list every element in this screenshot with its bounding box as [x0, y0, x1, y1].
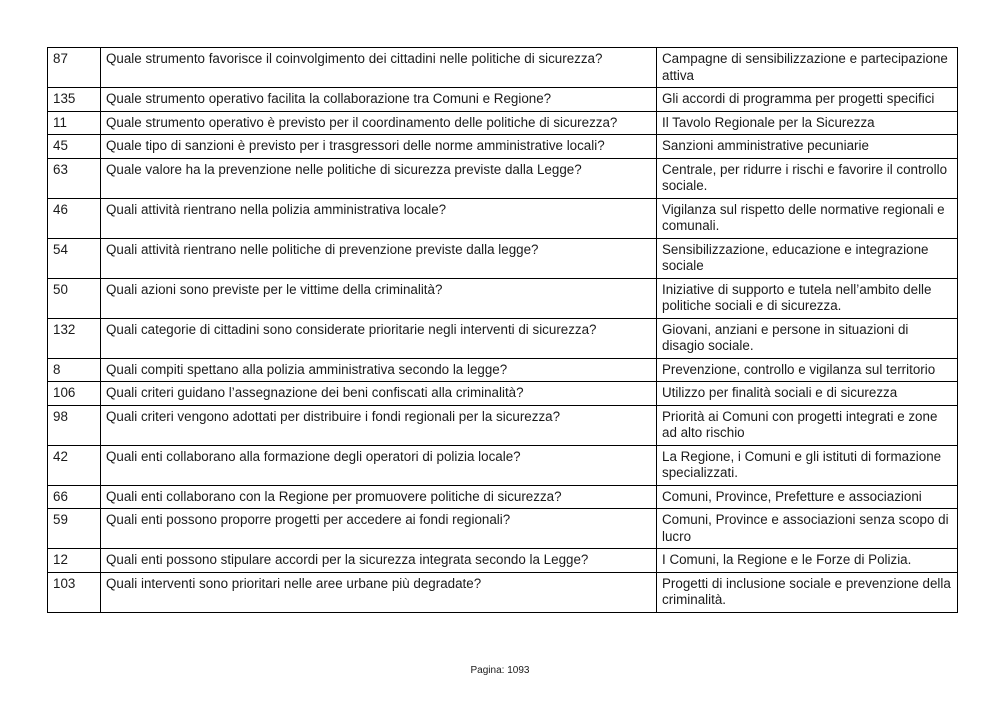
table-row [48, 405, 958, 445]
question-text: Quali enti collaborano alla formazione degli operatori di polizia locale? [101, 445, 657, 485]
question-number: 8 [48, 358, 101, 382]
answer-text: Prevenzione, controllo e vigilanza sul territorio [657, 358, 958, 382]
answer-text: Priorità ai Comuni con progetti integrati e zone ad alto rischio [657, 405, 958, 445]
table-row [48, 485, 958, 509]
question-number: 66 [48, 485, 101, 509]
question-text: Quali enti possono proporre progetti per accedere ai fondi regionali? [101, 509, 657, 549]
question-text: Quali interventi sono prioritari nelle aree urbane più degradate? [101, 572, 657, 612]
question-number: 54 [48, 238, 101, 278]
question-number: 50 [48, 278, 101, 318]
question-number: 106 [48, 382, 101, 406]
answer-text: Comuni, Province e associazioni senza scopo di lucro [657, 509, 958, 549]
answer-text: Gli accordi di programma per progetti specifici [657, 88, 958, 112]
table-row [48, 238, 958, 278]
question-number: 103 [48, 572, 101, 612]
table-row [48, 111, 958, 135]
question-text: Quali categorie di cittadini sono considerate prioritarie negli interventi di sicurezza? [101, 318, 657, 358]
answer-text: Il Tavolo Regionale per la Sicurezza [657, 111, 958, 135]
table-row [48, 318, 958, 358]
table-row [48, 358, 958, 382]
answer-text: Giovani, anziani e persone in situazioni di disagio sociale. [657, 318, 958, 358]
answer-text: Progetti di inclusione sociale e prevenzione della criminalità. [657, 572, 958, 612]
table-row [48, 509, 958, 549]
question-text: Quale strumento operativo è previsto per il coordinamento delle politiche di sicurezza? [101, 111, 657, 135]
question-text: Quali criteri guidano l’assegnazione dei beni confiscati alla criminalità? [101, 382, 657, 406]
table-row [48, 198, 958, 238]
question-number: 87 [48, 48, 101, 88]
table-row [48, 135, 958, 159]
answer-text: La Regione, i Comuni e gli istituti di formazione specializzati. [657, 445, 958, 485]
qa-table-body [48, 48, 958, 613]
qa-table [47, 47, 958, 613]
answer-text: Sensibilizzazione, educazione e integrazione sociale [657, 238, 958, 278]
table-row [48, 572, 958, 612]
question-number: 132 [48, 318, 101, 358]
question-number: 98 [48, 405, 101, 445]
question-text: Quali criteri vengono adottati per distribuire i fondi regionali per la sicurezza? [101, 405, 657, 445]
question-number: 63 [48, 158, 101, 198]
table-row [48, 278, 958, 318]
question-text: Quale valore ha la prevenzione nelle politiche di sicurezza previste dalla Legge? [101, 158, 657, 198]
question-number: 45 [48, 135, 101, 159]
answer-text: Vigilanza sul rispetto delle normative regionali e comunali. [657, 198, 958, 238]
answer-text: Comuni, Province, Prefetture e associazioni [657, 485, 958, 509]
question-number: 12 [48, 549, 101, 573]
question-number: 135 [48, 88, 101, 112]
question-number: 42 [48, 445, 101, 485]
table-row [48, 48, 958, 88]
table-row [48, 549, 958, 573]
table-row [48, 445, 958, 485]
page-number-footer: Pagina: 1093 [470, 665, 530, 676]
question-number: 59 [48, 509, 101, 549]
answer-text: Sanzioni amministrative pecuniarie [657, 135, 958, 159]
answer-text: I Comuni, la Regione e le Forze di Polizia. [657, 549, 958, 573]
question-text: Quali attività rientrano nella polizia amministrativa locale? [101, 198, 657, 238]
question-number: 11 [48, 111, 101, 135]
question-text: Quali enti possono stipulare accordi per la sicurezza integrata secondo la Legge? [101, 549, 657, 573]
table-row [48, 158, 958, 198]
answer-text: Campagne di sensibilizzazione e partecipazione attiva [657, 48, 958, 88]
question-text: Quale strumento operativo facilita la collaborazione tra Comuni e Regione? [101, 88, 657, 112]
question-text: Quale strumento favorisce il coinvolgimento dei cittadini nelle politiche di sicurezza? [101, 48, 657, 88]
table-row [48, 382, 958, 406]
question-text: Quali azioni sono previste per le vittime della criminalità? [101, 278, 657, 318]
question-number: 46 [48, 198, 101, 238]
question-text: Quali enti collaborano con la Regione per promuovere politiche di sicurezza? [101, 485, 657, 509]
answer-text: Utilizzo per finalità sociali e di sicurezza [657, 382, 958, 406]
question-text: Quale tipo di sanzioni è previsto per i trasgressori delle norme amministrative locali? [101, 135, 657, 159]
question-text: Quali attività rientrano nelle politiche di prevenzione previste dalla legge? [101, 238, 657, 278]
answer-text: Centrale, per ridurre i rischi e favorire il controllo sociale. [657, 158, 958, 198]
question-text: Quali compiti spettano alla polizia amministrativa secondo la legge? [101, 358, 657, 382]
table-row [48, 88, 958, 112]
answer-text: Iniziative di supporto e tutela nell’ambito delle politiche sociali e di sicurezza. [657, 278, 958, 318]
